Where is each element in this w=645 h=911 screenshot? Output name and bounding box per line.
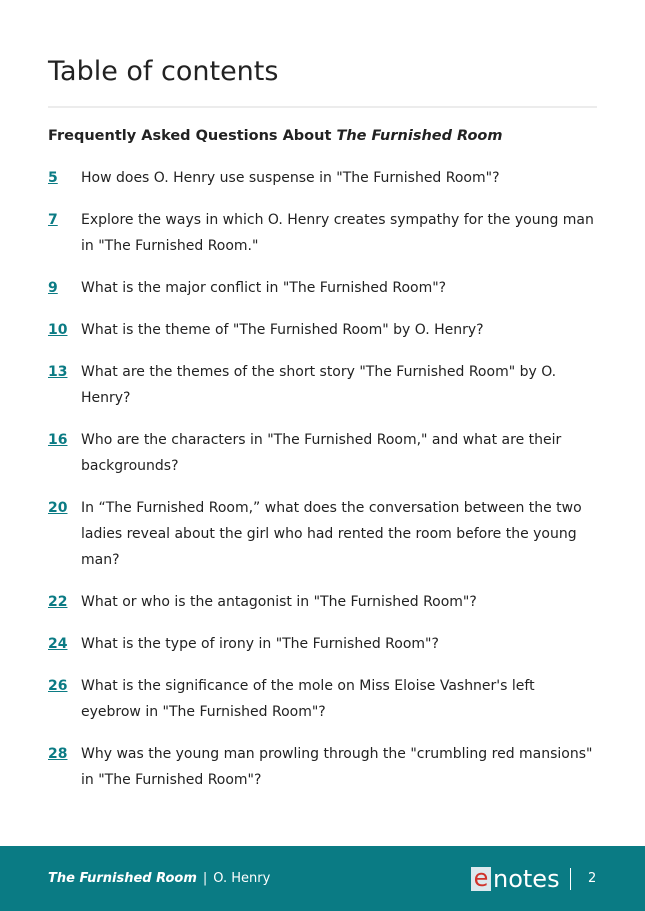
page-link[interactable]: 26 <box>48 678 68 694</box>
page-link[interactable]: 7 <box>48 212 58 228</box>
question-text: Why was the young man prowling through the "crumbling red mansions" in "The Furnished Room"? <box>81 746 593 788</box>
footer <box>0 846 645 911</box>
question-text: How does O. Henry use suspense in "The Furnished Room"? <box>81 170 500 186</box>
footer-book: The Furnished Room <box>48 871 197 886</box>
page-link[interactable]: 13 <box>48 364 68 380</box>
toc-list <box>48 165 598 809</box>
logo-e: e <box>471 867 491 891</box>
question-text: In “The Furnished Room,” what does the conversation between the two ladies reveal about the girl who had rented the room before the young man? <box>81 500 582 568</box>
toc-item <box>48 207 598 259</box>
toc-item <box>48 165 598 191</box>
enotes-logo <box>471 865 560 893</box>
toc-item <box>48 359 598 411</box>
divider <box>48 106 597 108</box>
question-text: Explore the ways in which O. Henry creates sympathy for the young man in "The Furnished Room." <box>81 212 594 254</box>
section-heading <box>48 128 503 144</box>
toc-item <box>48 741 598 793</box>
question-text: Who are the characters in "The Furnished Room," and what are their backgrounds? <box>81 432 562 474</box>
page-link[interactable]: 24 <box>48 636 68 652</box>
toc-item <box>48 631 598 657</box>
toc-item <box>48 589 598 615</box>
question-text: What is the major conflict in "The Furnished Room"? <box>81 280 447 296</box>
footer-author: O. Henry <box>213 871 271 886</box>
toc-item <box>48 673 598 725</box>
section-book-title: The Furnished Room <box>336 128 503 144</box>
page-title: Table of contents <box>48 56 279 87</box>
toc-item <box>48 317 598 343</box>
toc-item <box>48 495 598 573</box>
page-link[interactable]: 28 <box>48 746 68 762</box>
page-link[interactable]: 10 <box>48 322 68 338</box>
page-link[interactable]: 22 <box>48 594 68 610</box>
logo-text: notes <box>493 865 560 893</box>
question-text: What are the themes of the short story "The Furnished Room" by O. Henry? <box>81 364 557 406</box>
question-text: What or who is the antagonist in "The Furnished Room"? <box>81 594 477 610</box>
page-link[interactable]: 9 <box>48 280 58 296</box>
question-text: What is the significance of the mole on Miss Eloise Vashner's left eyebrow in "The Furnished Room"? <box>81 678 535 720</box>
toc-item <box>48 427 598 479</box>
page-link[interactable]: 16 <box>48 432 68 448</box>
page-link[interactable]: 20 <box>48 500 68 516</box>
toc-item <box>48 275 598 301</box>
question-text: What is the theme of "The Furnished Room" by O. Henry? <box>81 322 484 338</box>
question-text: What is the type of irony in "The Furnished Room"? <box>81 636 439 652</box>
footer-divider <box>570 868 571 890</box>
section-prefix: Frequently Asked Questions About <box>48 128 337 144</box>
page-number: 2 <box>588 871 597 886</box>
footer-separator: | <box>202 871 208 886</box>
page-link[interactable]: 5 <box>48 170 58 186</box>
footer-citation <box>48 871 270 886</box>
